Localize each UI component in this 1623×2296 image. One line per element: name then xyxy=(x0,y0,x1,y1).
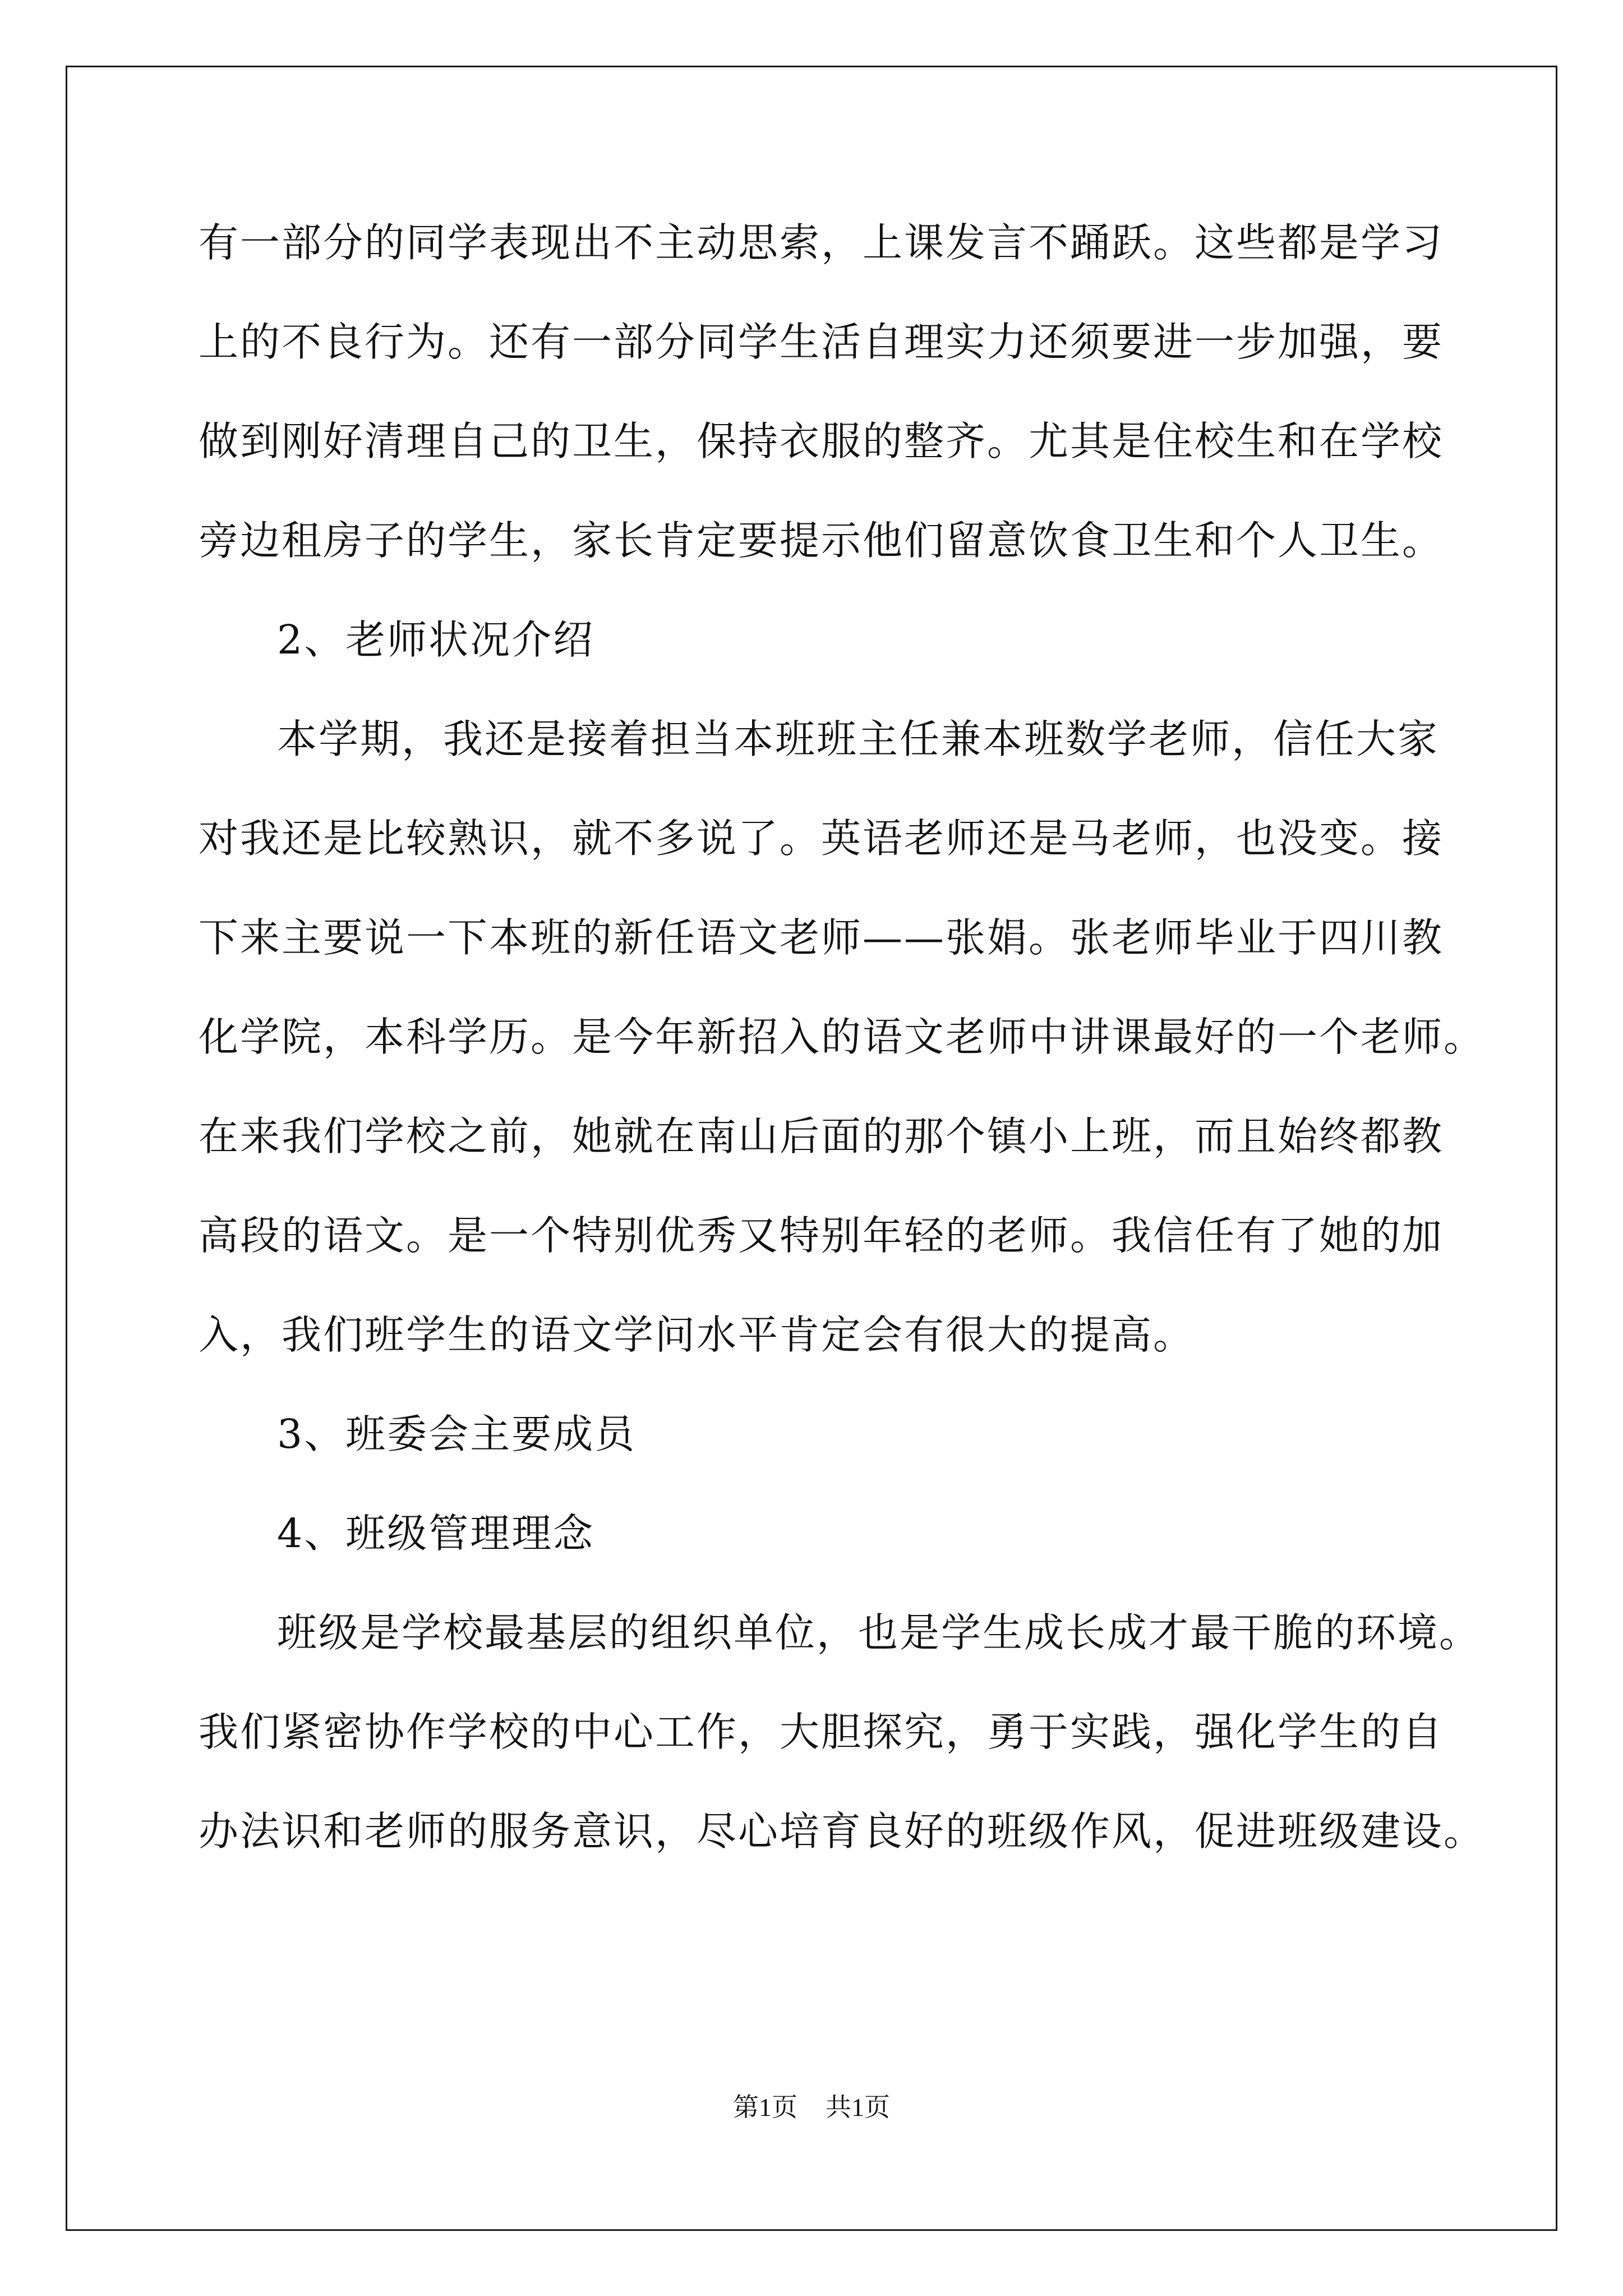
section-heading: 4、班级管理理念 xyxy=(277,1510,595,1557)
text-line: 班级是学校最基层的组织单位，也是学生成长成才最干脆的环境。 xyxy=(277,1609,1481,1656)
page-number: 第1页 xyxy=(733,2093,797,2122)
text-line: 在来我们学校之前，她就在南山后面的那个镇小上班，而且始终都教 xyxy=(199,1113,1444,1159)
text-line: 化学院，本科学历。是今年新招入的语文老师中讲课最好的一个老师。 xyxy=(199,1014,1486,1060)
page-footer xyxy=(0,2087,1623,2124)
text-line: 有一部分的同学表现出不主动思索，上课发言不踊跃。这些都是学习 xyxy=(199,219,1444,266)
section-heading: 3、班委会主要成员 xyxy=(277,1411,637,1457)
text-line: 高段的语文。是一个特别优秀又特别年轻的老师。我信任有了她的加 xyxy=(199,1212,1444,1259)
text-line: 旁边租房子的学生，家长肯定要提示他们留意饮食卫生和个人卫生。 xyxy=(199,517,1444,564)
text-line: 对我还是比较熟识，就不多说了。英语老师还是马老师，也没变。接 xyxy=(199,815,1444,862)
text-line: 办法识和老师的服务意识，尽心培育良好的班级作风，促进班级建设。 xyxy=(199,1808,1486,1855)
text-line: 本学期，我还是接着担当本班班主任兼本班数学老师，信任大家 xyxy=(277,716,1440,762)
text-line: 入，我们班学生的语文学问水平肯定会有很大的提高。 xyxy=(199,1312,1195,1358)
text-line: 上的不良行为。还有一部分同学生活自理实力还须要进一步加强，要 xyxy=(199,319,1444,365)
document-body xyxy=(199,216,1486,1904)
page-total: 共1页 xyxy=(826,2093,890,2122)
section-heading: 2、老师状况介绍 xyxy=(277,616,595,663)
text-line: 做到刚好清理自己的卫生，保持衣服的整齐。尤其是住校生和在学校 xyxy=(199,418,1444,464)
text-line: 我们紧密协作学校的中心工作，大胆探究，勇于实践，强化学生的自 xyxy=(199,1709,1444,1755)
text-line: 下来主要说一下本班的新任语文老师——张娟。张老师毕业于四川教 xyxy=(199,914,1444,961)
